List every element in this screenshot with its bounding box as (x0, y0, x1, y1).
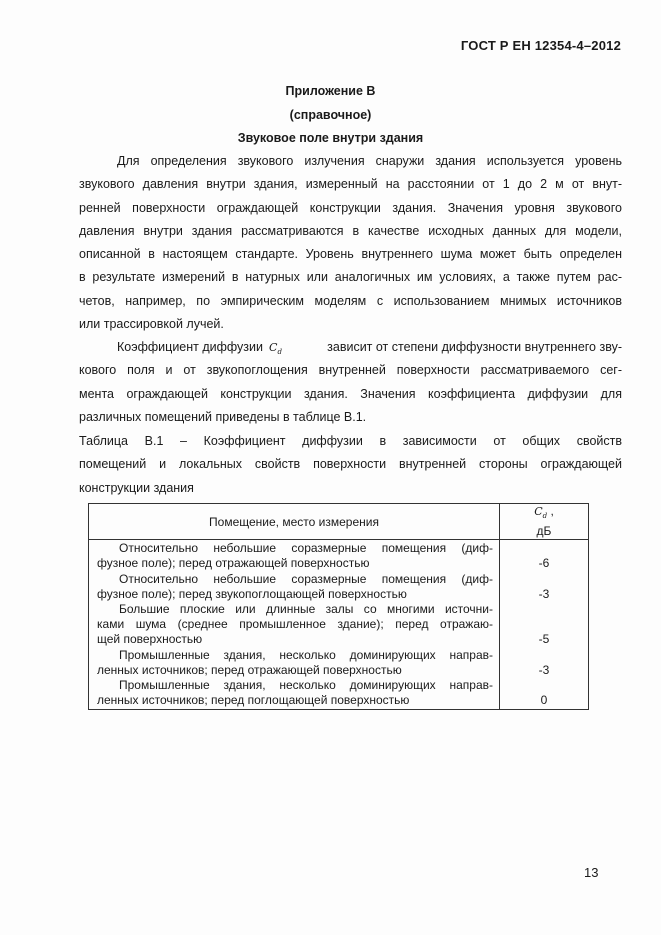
table-row-line: Относительно небольшие соразмерные помещения (диф- (119, 571, 493, 586)
paragraph-line (79, 336, 622, 359)
table-row-line: фузное поле); перед отражающей поверхностью (97, 556, 370, 571)
paragraph-text: Коэффициент диффузии (117, 340, 264, 354)
room-descriptions-cell (89, 540, 500, 710)
caption-line: Таблица В.1 – Коэффициент диффузии в зависимости от общих свойств (79, 434, 622, 448)
table-row-line: ленных источников; перед отражающей поверхностью (97, 662, 402, 677)
table-row-line: Промышленные здания, несколько доминирующих направ- (119, 647, 493, 662)
paragraph-line: различных помещений приведены в таблице В.1. (79, 409, 367, 424)
table-value: -6 (538, 556, 550, 571)
table-value: -5 (538, 632, 550, 647)
appendix-subtitle: (справочное) (289, 108, 372, 122)
paragraph-line: Для определения звукового излучения снаружи здания используется уровень (117, 154, 622, 168)
paragraph-line: кового поля и от звукопоглощения внутренней поверхности рассматриваемого сег- (79, 363, 622, 378)
table-row-line: ленных источников; перед поглощающей поверхностью (97, 693, 410, 708)
diffusion-table (88, 503, 589, 710)
column-header-room: Помещение, место измерения (89, 504, 500, 540)
paragraph-2 (79, 336, 622, 429)
paragraph-line: описанной в настоящем стандарте. Уровень внутреннего шума может быть определен (79, 247, 622, 262)
paragraph-line: или трассировкой лучей. (79, 317, 224, 332)
page-number: 13 (584, 865, 599, 880)
paragraph-text: зависит от степени диффузности внутреннего зву- (327, 340, 622, 354)
column-header-cd: $C_d$ , дБ (500, 504, 589, 540)
unit-label: дБ (536, 524, 552, 539)
table-row-line: щей поверхностью (97, 632, 203, 647)
table-row-line: Промышленные здания, несколько доминирующих направ- (119, 677, 493, 692)
table-row-line: ками шума (среднее промышленное здание); перед отражаю- (97, 617, 493, 632)
paragraph-line: ренней поверхности ограждающей конструкции здания. Значения уровня звукового (79, 200, 622, 215)
paragraph-1 (79, 150, 622, 336)
caption-line: конструкции здания (79, 480, 194, 495)
caption-line: помещений и локальных свойств поверхности внутренней стороны ограждающей (79, 457, 622, 472)
table-row-line: Большие плоские или длинные залы со многими источни- (119, 601, 493, 616)
paragraph-line: давления внутри здания рассматриваются в качестве исходных данных для модели, (79, 223, 622, 238)
table-value: 0 (540, 693, 548, 708)
paragraph-line: мента ограждающей конструкции здания. Значения коэффициента диффузии для (79, 386, 622, 401)
appendix-title: Приложение В (285, 84, 376, 98)
document-header-id: ГОСТ Р ЕН 12354-4–2012 (460, 38, 621, 53)
cd-symbol: $C_d$ (534, 505, 548, 521)
paragraph-line: звукового давления внутри здания, измеренный на расстоянии от 1 до 2 м от внут- (79, 177, 622, 192)
paragraph-line: в результате измерений в натурных или аналогичных им условиях, а также путем рас- (79, 270, 622, 285)
values-cell (500, 540, 589, 710)
table-row-line: фузное поле); перед звукопоглощающей поверхностью (97, 586, 407, 601)
appendix-heading: Звуковое поле внутри здания (237, 131, 424, 145)
table-row-line: Относительно небольшие соразмерные помещения (диф- (119, 541, 493, 556)
paragraph-line: четов, например, по эмпирическим моделям с использованием мнимых источников (79, 293, 622, 308)
table-value: -3 (538, 662, 550, 677)
table-value: -3 (538, 586, 550, 601)
table-caption (79, 430, 622, 500)
table-header-row (89, 504, 589, 540)
diffusion-coefficient-symbol: $C_d$ (269, 341, 282, 357)
table-body-row (89, 540, 589, 710)
